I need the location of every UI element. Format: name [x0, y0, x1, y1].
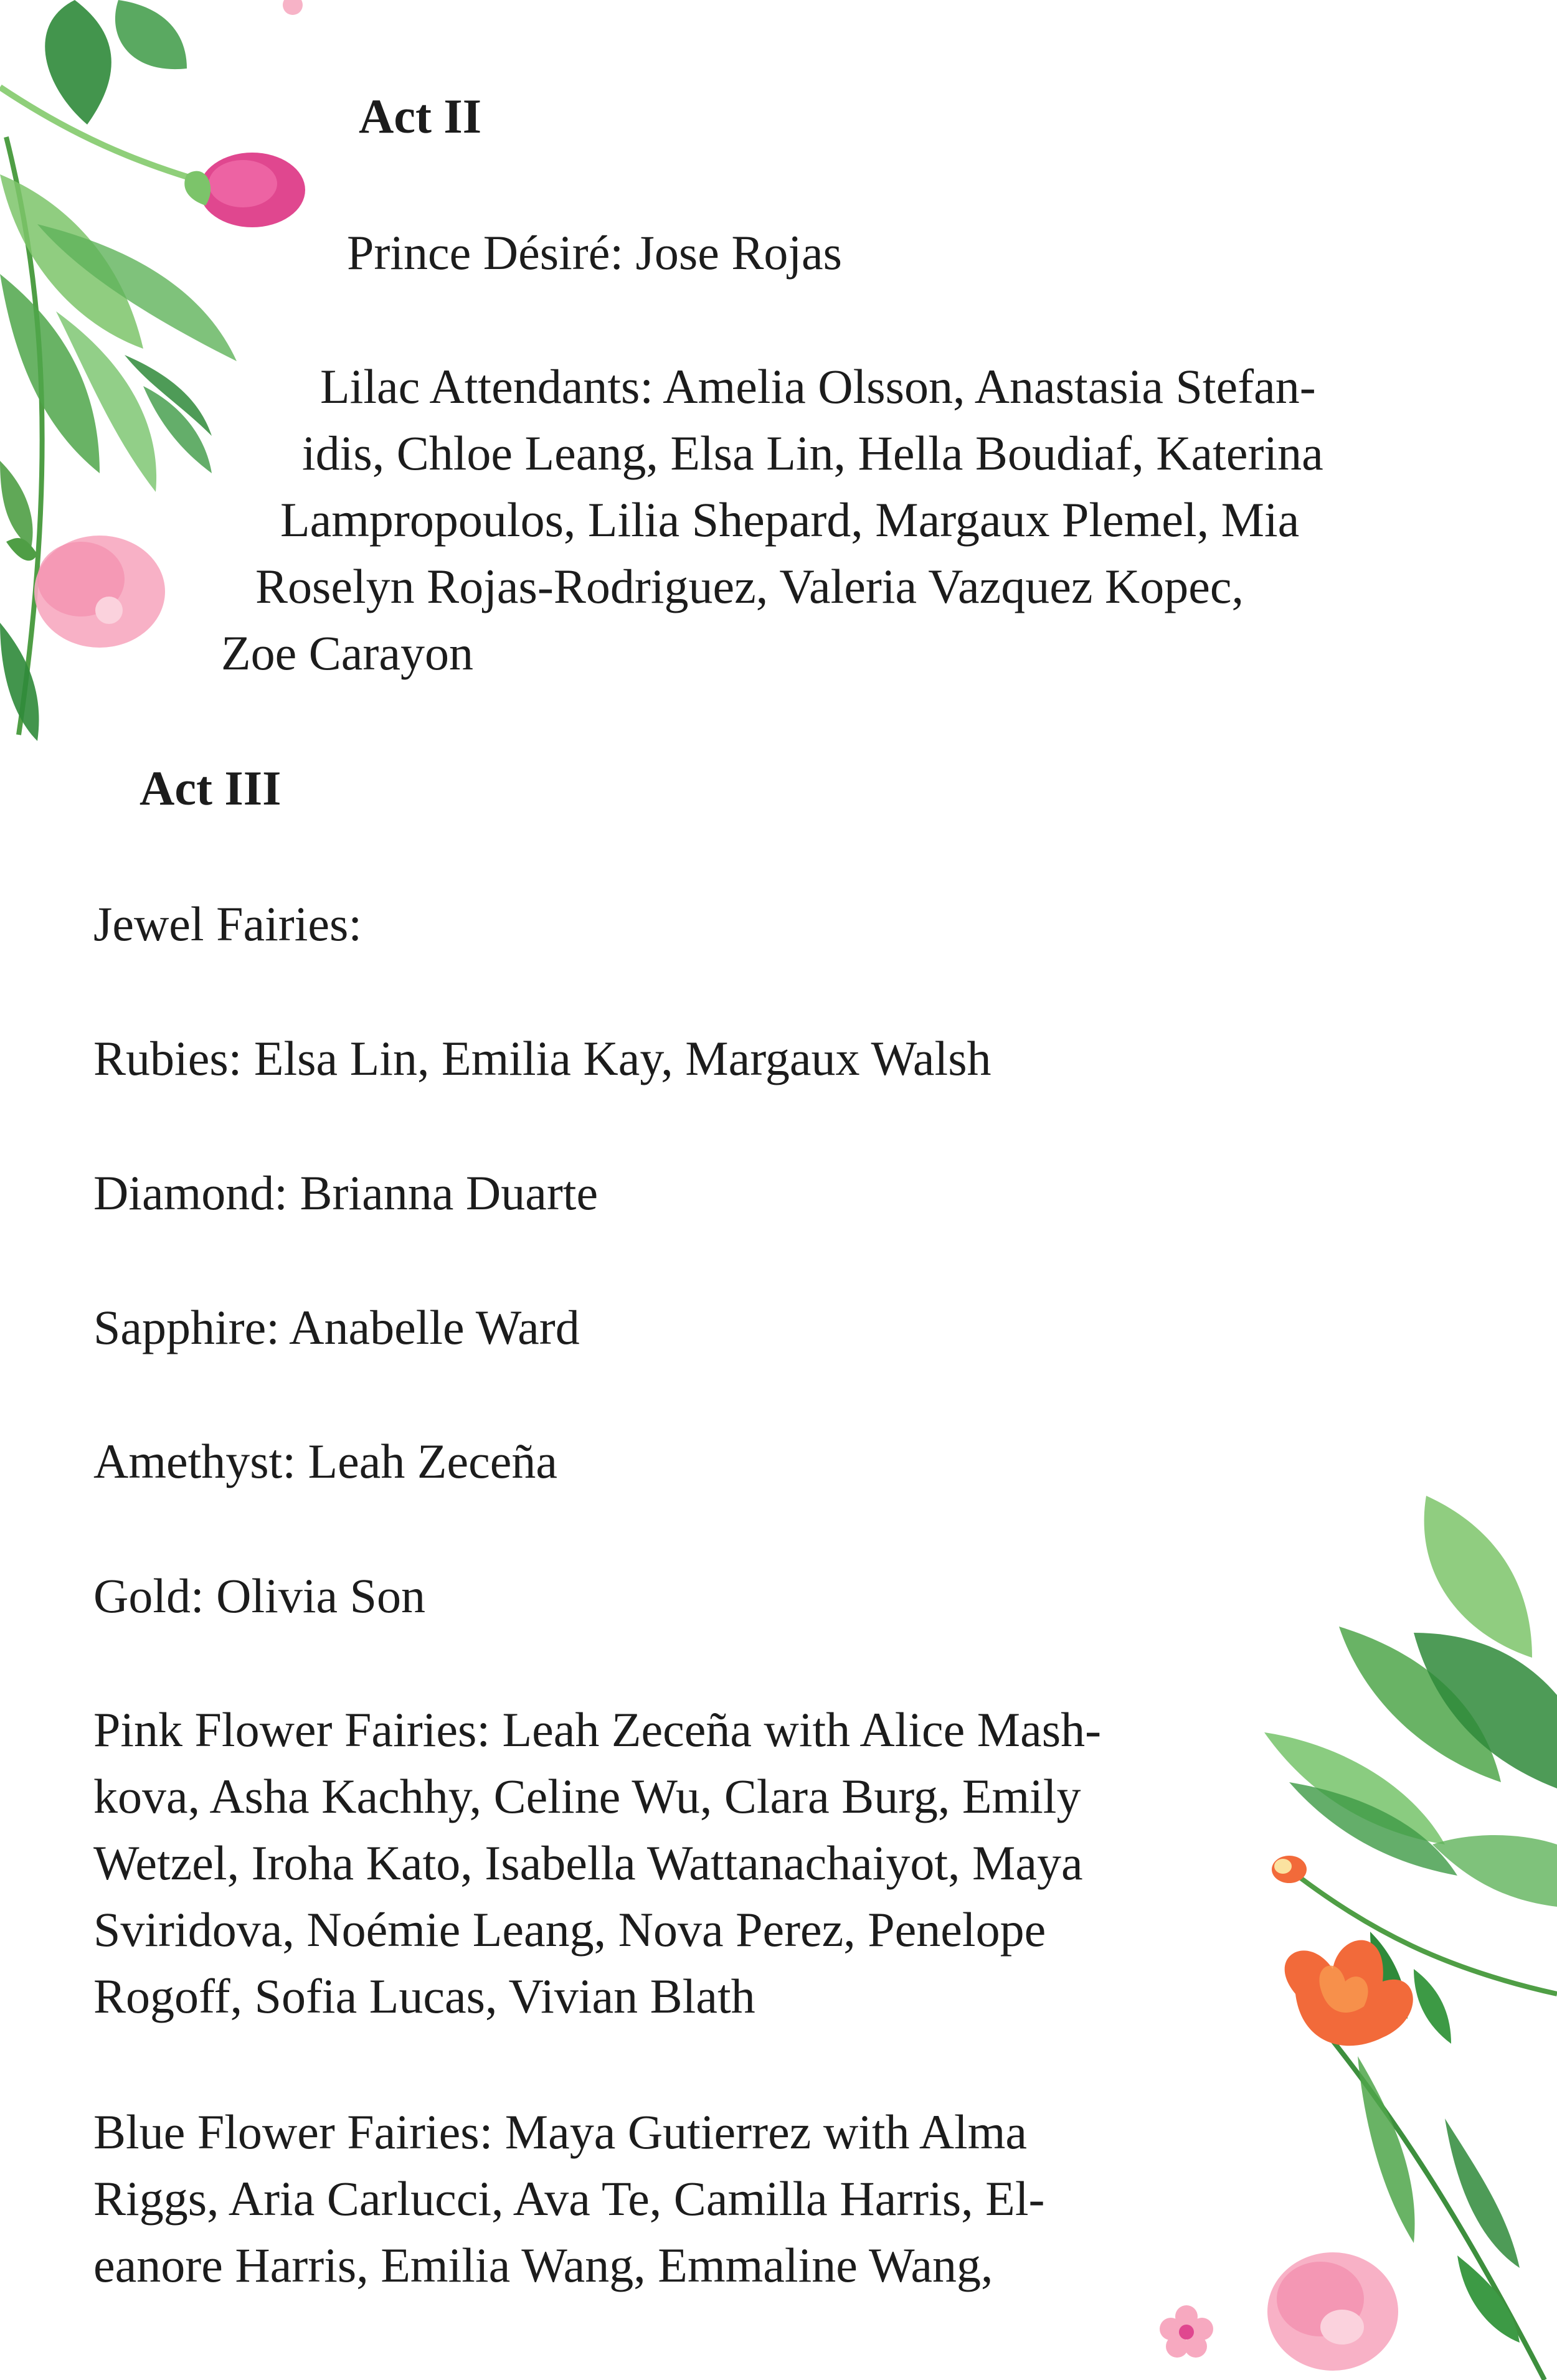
- pink-line: Sviridova, Noémie Leang, Nova Perez, Penelope: [93, 1902, 1046, 1957]
- blue-flower-fairies-credit: [93, 2099, 1044, 2298]
- diamond-credit: Diamond: Brianna Duarte: [93, 1166, 599, 1220]
- bottom-right-floral-decoration: [1208, 1496, 1557, 2380]
- rubies-credit: Rubies: Elsa Lin, Emilia Kay, Margaux Walsh: [93, 1031, 991, 1085]
- pink-line: Wetzel, Iroha Kato, Isabella Wattanachaiyot, Maya: [93, 1836, 1083, 1890]
- gold-credit: Gold: Olivia Son: [93, 1569, 426, 1623]
- small-blossom-icon: [1152, 2298, 1221, 2366]
- blue-line: Riggs, Aria Carlucci, Ava Te, Camilla Harris, El-: [93, 2171, 1045, 2226]
- lilac-line: Roselyn Rojas-Rodriguez, Valeria Vazquez Kopec,: [255, 559, 1244, 613]
- pink-line: kova, Asha Kachhy, Celine Wu, Clara Burg, Emily: [93, 1769, 1081, 1823]
- amethyst-credit: Amethyst: Leah Zeceña: [93, 1434, 557, 1488]
- blue-line: eanore Harris, Emilia Wang, Emmaline Wang,: [93, 2238, 993, 2292]
- prince-desire-credit: Prince Désiré: Jose Rojas: [347, 225, 843, 280]
- jewel-fairies-label: Jewel Fairies:: [93, 897, 362, 951]
- lilac-attendants-credit: [0, 353, 1323, 686]
- sapphire-credit: Sapphire: Anabelle Ward: [93, 1300, 580, 1354]
- act-2-heading: Act II: [359, 89, 482, 143]
- lilac-line: Lilac Attendants: Amelia Olsson, Anastasia Stefan-: [320, 359, 1316, 413]
- pink-line: Pink Flower Fairies: Leah Zeceña with Alice Mash-: [93, 1702, 1102, 1757]
- lilac-line: Lampropoulos, Lilia Shepard, Margaux Plemel, Mia: [280, 493, 1300, 547]
- pink-line: Rogoff, Sofia Lucas, Vivian Blath: [93, 1969, 755, 2023]
- lilac-line: idis, Chloe Leang, Elsa Lin, Hella Boudiaf, Katerina: [302, 426, 1323, 480]
- pink-flower-fairies-credit: [93, 1696, 1101, 2029]
- blue-line: Blue Flower Fairies: Maya Gutierrez with Alma: [93, 2105, 1027, 2159]
- lilac-line: Zoe Carayon: [221, 626, 474, 680]
- act-3-heading: Act III: [140, 761, 282, 815]
